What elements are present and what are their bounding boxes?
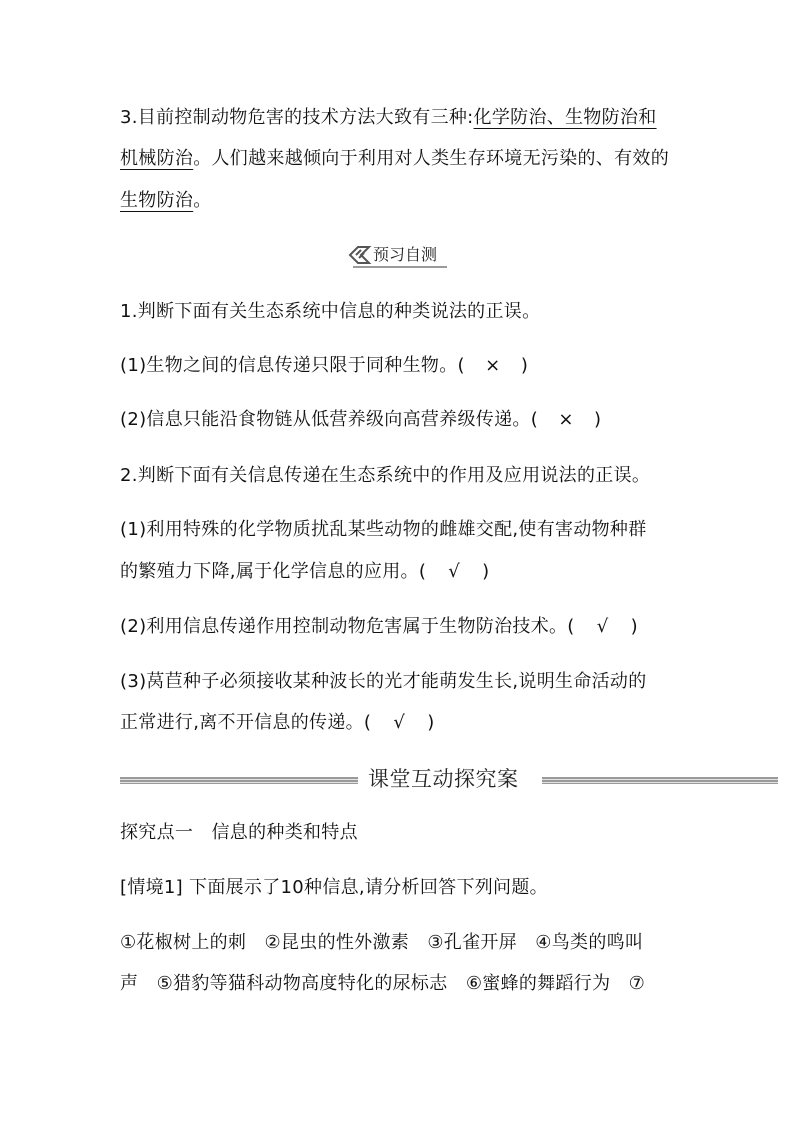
- q1-stem: 1.判断下面有关生态系统中信息的种类说法的正误。: [120, 301, 541, 322]
- info-list-line1: ①花椒树上的刺 ②昆虫的性外激素 ③孔雀开屏 ④鸟类的鸣叫: [120, 932, 644, 953]
- scene-1-intro: [情境1] 下面展示了10种信息,请分析回答下列问题。: [120, 877, 548, 898]
- banner-right-bar: [542, 777, 778, 784]
- q2-item-3-close: ): [427, 712, 435, 733]
- q1-item-1: [120, 355, 684, 377]
- q2-item-1-answer: √: [448, 561, 461, 582]
- q1-item-2: [120, 409, 684, 431]
- q1-item-1-close: ): [520, 355, 529, 376]
- banner-left-bar: [120, 777, 358, 784]
- q2-item-1-text: 的繁殖力下降,属于化学信息的应用。(: [120, 561, 427, 582]
- q2-item-1-line1: (1)利用特殊的化学物质扰乱某些动物的雌雄交配,使有害动物种群: [120, 519, 647, 540]
- pencil-icon: [347, 244, 373, 266]
- para3-line3: [120, 190, 684, 212]
- q1-item-1-text: (1)生物之间的信息传递只限于同种生物。(: [120, 355, 465, 376]
- info-list-line2: 声 ⑤猎豹等猫科动物高度特化的尿标志 ⑥蜜蜂的舞蹈行为 ⑦: [120, 973, 646, 994]
- para3-line3-rest: 。: [193, 190, 212, 211]
- para3-line1-underlined: 化学防治、生物防治和: [473, 107, 657, 128]
- para3-line2: [120, 148, 684, 170]
- q1-item-2-answer: ×: [558, 409, 574, 430]
- preview-section-underline: [353, 266, 447, 268]
- para3-line3-underlined: 生物防治: [120, 190, 194, 211]
- q1-item-1-answer: ×: [485, 355, 501, 376]
- q2-item-2-answer: √: [596, 616, 609, 637]
- q2-item-3-line1: (3)莴苣种子必须接收某种波长的光才能萌发生长,说明生命活动的: [120, 671, 647, 692]
- q1-item-2-close: ): [594, 409, 602, 430]
- preview-section-title: 预习自测: [373, 245, 438, 264]
- para3-line2-rest: 。人们越来越倾向于利用对人类生存环境无污染的、有效的: [193, 148, 670, 169]
- q1-item-2-text: (2)信息只能沿食物链从低营养级向高营养级传递。(: [120, 409, 539, 430]
- banner-title: 课堂互动探究案: [368, 767, 519, 791]
- q2-item-2-text: (2)利用信息传递作用控制动物危害属于生物防治技术。(: [120, 616, 575, 637]
- q2-item-2: [120, 616, 684, 638]
- q2-item-3-answer: √: [393, 712, 406, 733]
- q2-item-1-line2: [120, 561, 684, 583]
- q2-item-3-text: 正常进行,离不开信息的传递。(: [120, 712, 372, 733]
- explore-heading: 探究点一 信息的种类和特点: [120, 822, 358, 843]
- para3-line2-underlined: 机械防治: [120, 148, 194, 169]
- q2-item-1-close: ): [482, 561, 490, 582]
- q2-item-3-line2: [120, 712, 684, 734]
- para3-line1: [120, 107, 684, 129]
- q2-stem: 2.判断下面有关信息传递在生态系统中的作用及应用说法的正误。: [120, 465, 651, 486]
- q2-item-2-close: ): [630, 616, 638, 637]
- preview-section-label: [345, 243, 447, 269]
- para3-line1-prefix: 3.目前控制动物危害的技术方法大致有三种:: [120, 107, 474, 128]
